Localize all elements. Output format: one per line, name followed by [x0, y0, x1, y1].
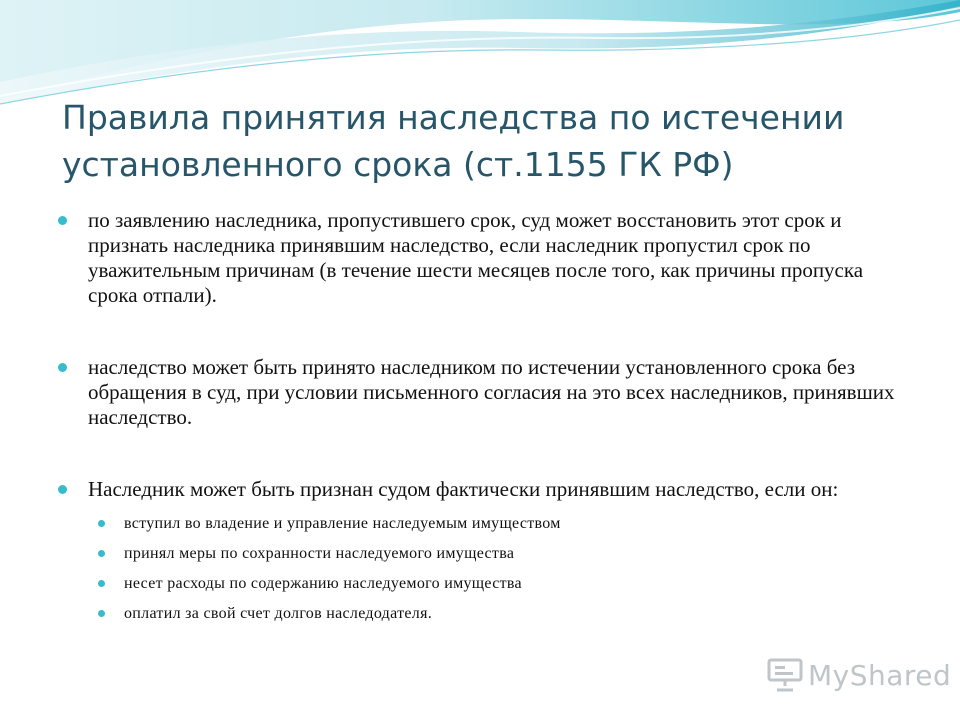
sub-bullet-text: принял меры по сохранности наследуемого имущества: [124, 545, 515, 562]
sub-list: [88, 514, 906, 624]
bullet-text: наследство может быть принято наследником по истечении установленного срока без обращения в суд, при условии письменного согласия на это всех наследников, принявших наследство.: [88, 355, 895, 429]
bullet-dot-icon: [98, 610, 105, 617]
watermark: [766, 658, 951, 692]
bullet-text: Наследник может быть признан судом фактически принявшим наследство, если он:: [88, 477, 839, 501]
bullet-text: по заявлению наследника, пропустившего срок, суд может восстановить этот срок и признать наследника принявшим наследство, если наследник пропустил срок по уважительным причинам (в течение шести месяцев после того, как причины пропуска срока отпали).: [88, 208, 864, 307]
presentation-board-icon: [766, 658, 804, 692]
bullet-dot-icon: [98, 550, 105, 557]
bullet-dot-icon: [98, 520, 105, 527]
bullet-item: [56, 355, 906, 430]
slide-content: [56, 208, 906, 634]
watermark-text: MyShared: [808, 658, 952, 692]
bullet-dot-icon: [58, 485, 67, 494]
sub-bullet-text: вступил во владение и управление наследуемым имуществом: [124, 515, 561, 532]
bullet-item: [56, 477, 906, 624]
sub-bullet-item: [88, 574, 906, 594]
sub-bullet-item: [88, 604, 906, 624]
bullet-dot-icon: [58, 216, 67, 225]
sub-bullet-text: несет расходы по содержанию наследуемого имущества: [124, 575, 522, 592]
sub-bullet-item: [88, 544, 906, 564]
bullet-item: [56, 208, 906, 308]
sub-bullet-item: [88, 514, 906, 534]
bullet-dot-icon: [58, 363, 67, 372]
sub-bullet-text: оплатил за свой счет долгов наследодателя.: [124, 605, 433, 622]
bullet-dot-icon: [98, 580, 105, 587]
slide-title: Правила принятия наследства по истечении установленного срока (ст.1155 ГК РФ): [62, 98, 845, 184]
